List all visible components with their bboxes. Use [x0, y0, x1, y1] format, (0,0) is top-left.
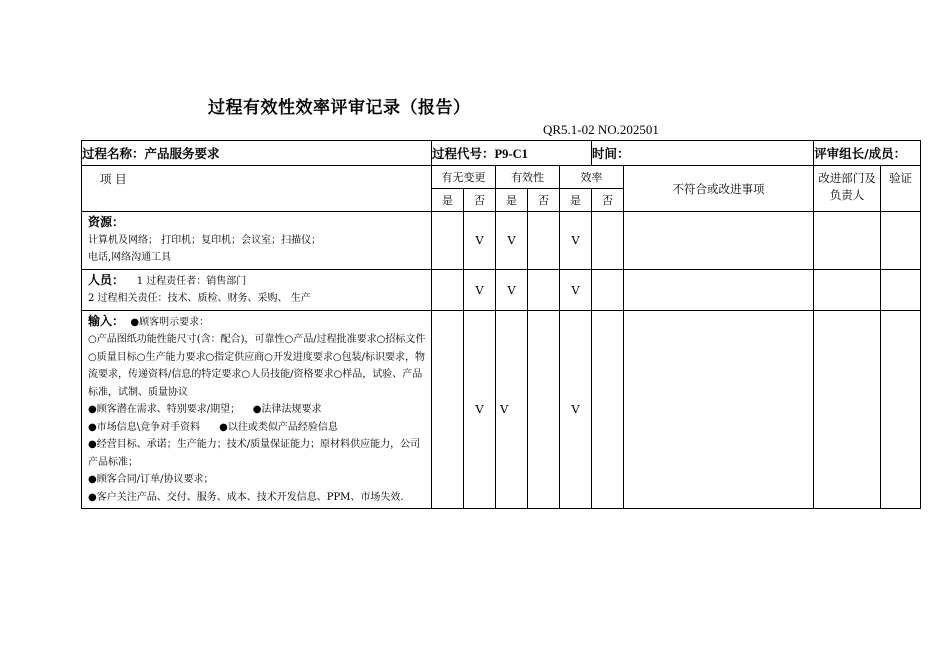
input-line: ●顾客明示要求： — [124, 316, 210, 328]
efficiency-no-cell — [592, 310, 624, 509]
effectiveness-yes-header: 是 — [496, 189, 528, 212]
nonconformity-cell — [624, 310, 814, 509]
team-cell — [814, 141, 921, 166]
change-no-cell: V — [464, 269, 496, 310]
process-name-cell — [82, 141, 432, 166]
change-yes-cell — [432, 310, 464, 509]
effectiveness-no-cell — [528, 310, 560, 509]
process-code-label: 过程代号： — [432, 146, 495, 161]
effectiveness-no-cell — [528, 212, 560, 270]
input-line: ●市场信息\竞争对手资料 ●以往或类似产品经验信息 — [88, 421, 338, 433]
input-line: ●顾客合同/订单/协议要求； — [88, 474, 214, 485]
efficiency-yes-cell: V — [560, 269, 592, 310]
change-no-cell: V — [464, 310, 496, 509]
change-yes-cell — [432, 269, 464, 310]
nonconformity-column-header: 不符合或改进事项 — [624, 166, 814, 212]
item-column-header: 项 目 — [82, 166, 432, 212]
verify-cell — [881, 212, 921, 270]
efficiency-no-header: 否 — [592, 189, 624, 212]
resources-line: 计算机及网络； 打印机；复印机；会议室；扫描仪； — [88, 234, 322, 246]
efficiency-yes-cell: V — [560, 212, 592, 270]
input-line: ●客户关注产品、交付、服务、成本、技术开发信息、PPM、市场失效. — [88, 491, 404, 503]
personnel-cell — [82, 269, 432, 310]
effectiveness-yes-cell: V — [496, 212, 528, 270]
table-row — [82, 310, 921, 509]
input-line: ○产品图纸功能性能尺寸(含：配合)，可靠性○产品/过程批准要求○招标文件○质量目标○生产能力要求○指定供应商○开发进度要求○包装/标识要求，物流要求，传递资料/信息的特定要求○人员技能/资格要求○样品，试验、产品标准，试制、质量协议 — [88, 334, 426, 398]
change-no-header: 否 — [464, 189, 496, 212]
change-yes-header: 是 — [432, 189, 464, 212]
resources-heading: 资源： — [88, 215, 125, 229]
dept-cell — [814, 310, 881, 509]
document-number: QR5.1-02 NO.202501 — [543, 122, 659, 137]
table-row — [82, 212, 921, 270]
resources-line: 电话,网络沟通工具 — [88, 252, 172, 263]
process-name-label: 过程名称： — [82, 146, 145, 161]
efficiency-no-cell — [592, 212, 624, 270]
review-record-table — [81, 140, 921, 509]
effectiveness-column-header: 有效性 — [496, 166, 560, 189]
process-code-value: P9-C1 — [494, 147, 528, 161]
resources-cell — [82, 212, 432, 270]
time-label: 时间： — [592, 146, 630, 161]
column-header-row — [82, 166, 921, 189]
verify-cell — [881, 269, 921, 310]
efficiency-yes-header: 是 — [560, 189, 592, 212]
input-line: ●顾客潜在需求、特别要求/期望； ●法律法规要求 — [88, 404, 322, 415]
effectiveness-no-cell — [528, 269, 560, 310]
dept-cell — [814, 269, 881, 310]
nonconformity-cell — [624, 212, 814, 270]
dept-column-header: 改进部门及负责人 — [814, 166, 881, 212]
personnel-heading: 人员： — [88, 272, 125, 287]
input-cell — [82, 310, 432, 509]
change-no-cell: V — [464, 212, 496, 270]
table-row — [82, 269, 921, 310]
change-column-header: 有无变更 — [432, 166, 496, 189]
efficiency-no-cell — [592, 269, 624, 310]
dept-cell — [814, 212, 881, 270]
change-yes-cell — [432, 212, 464, 270]
effectiveness-no-header: 否 — [528, 189, 560, 212]
effectiveness-yes-cell: V — [496, 269, 528, 310]
nonconformity-cell — [624, 269, 814, 310]
personnel-line: 1 过程责任者：销售部门 — [124, 275, 247, 287]
document-title: 过程有效性效率评审记录（报告） — [208, 98, 471, 118]
effectiveness-yes-cell: V — [496, 310, 528, 509]
header-row — [82, 141, 921, 166]
efficiency-yes-cell: V — [560, 310, 592, 509]
verify-column-header: 验证 — [881, 166, 921, 212]
time-cell — [592, 141, 814, 166]
team-label: 评审组长/成员： — [814, 146, 907, 161]
process-name-value: 产品服务要求 — [144, 146, 220, 161]
process-code-cell — [432, 141, 592, 166]
efficiency-column-header: 效率 — [560, 166, 624, 189]
input-heading: 输入： — [88, 313, 125, 328]
personnel-line: 2 过程相关责任：技术、质检、财务、采购、 生产 — [88, 293, 311, 304]
verify-cell — [881, 310, 921, 509]
input-line: ●经营目标、承诺；生产能力；技术/质量保证能力；原材料供应能力，公司产品标准； — [88, 439, 421, 468]
